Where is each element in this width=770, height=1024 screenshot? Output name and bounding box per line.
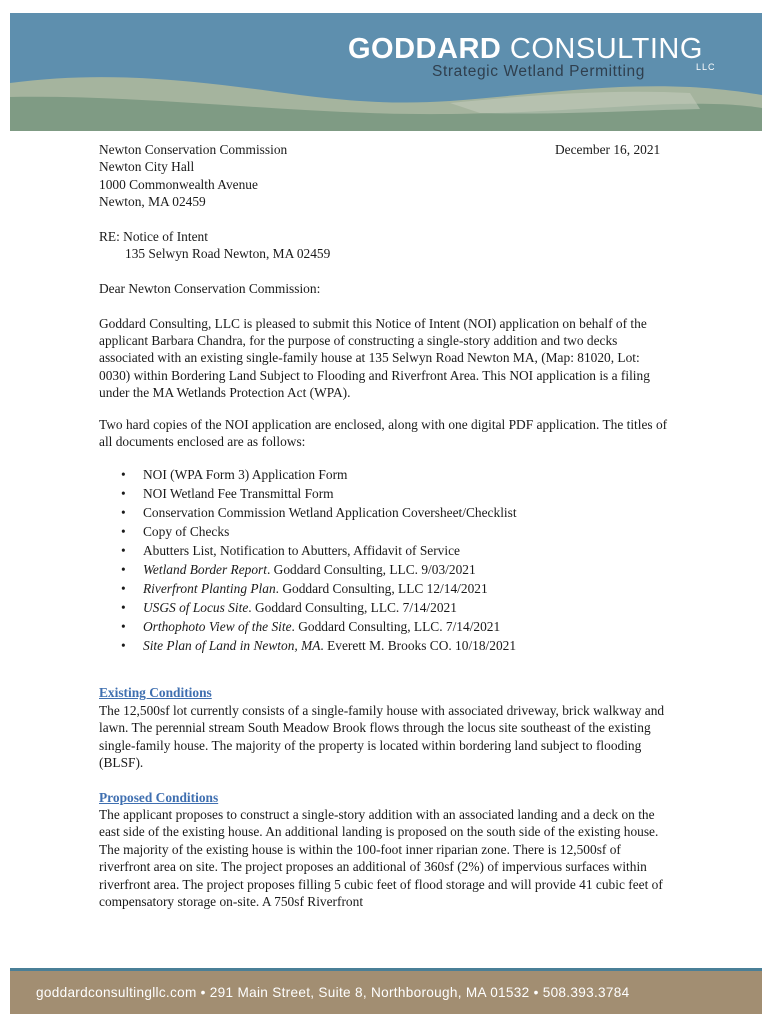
subject-address: 135 Selwyn Road Newton, MA 02459 — [125, 246, 331, 262]
address-line: Newton, MA 02459 — [99, 194, 206, 210]
letter-body — [99, 141, 674, 910]
address-line: Newton Conservation Commission — [99, 142, 288, 157]
intro-paragraph: Goddard Consulting, LLC is pleased to submit this Notice of Intent (NOI) application on behalf of the applicant Barbara Chandra, for the purpose of constructing a single-story addition and two decks associated with an existing single-family house at 135 Selwyn Road Newton MA, (Map: 81020, Lot: 0030) within Bordering Land Subject to Flooding and Riverfront Area. This NOI application is a filing under the MA Wetlands Protection Act (WPA). — [99, 315, 650, 401]
document-detail: . Everett M. Brooks CO. 10/18/2021 — [320, 638, 517, 654]
list-item — [99, 522, 674, 541]
document-title: Wetland Border Report — [143, 562, 267, 578]
landscape-graphic — [10, 13, 762, 131]
letterhead-banner — [10, 13, 762, 131]
existing-conditions-heading: Existing Conditions — [99, 685, 212, 701]
document-title: Site Plan of Land in Newton, MA — [143, 638, 321, 654]
company-name-bold: GODDARD — [348, 33, 502, 65]
address-line: 1000 Commonwealth Avenue — [99, 176, 258, 192]
footer-band — [10, 968, 762, 1014]
list-item — [99, 598, 674, 617]
subject-label: RE: Notice of Intent — [99, 229, 208, 245]
document-detail: NOI (WPA Form 3) Application Form — [143, 467, 348, 483]
proposed-conditions-heading: Proposed Conditions — [99, 789, 219, 805]
company-name — [348, 33, 703, 66]
subject-block — [99, 228, 674, 263]
document-title: Riverfront Planting Plan — [143, 581, 276, 597]
list-item — [99, 617, 674, 636]
company-suffix: LLC — [696, 62, 716, 72]
document-detail: . Goddard Consulting, LLC. 9/03/2021 — [266, 562, 476, 578]
list-item — [99, 541, 674, 560]
enclosed-documents-list — [99, 465, 674, 655]
document-title: Orthophoto View of the Site — [143, 619, 292, 635]
document-detail: Conservation Commission Wetland Application Coversheet/Checklist — [143, 505, 517, 521]
document-detail: . Goddard Consulting, LLC. 7/14/2021 — [291, 619, 501, 635]
footer-accent-strip — [10, 968, 762, 971]
document-detail: . Goddard Consulting, LLC. 7/14/2021 — [248, 600, 457, 616]
recipient-address — [99, 141, 674, 211]
copies-paragraph: Two hard copies of the NOI application are enclosed, along with one digital PDF application. The titles of all documents enclosed are as follows: — [99, 416, 668, 450]
document-title: USGS of Locus Site — [143, 600, 249, 616]
letter-date: December 16, 2021 — [555, 142, 661, 157]
document-detail: Abutters List, Notification to Abutters, Affidavit of Service — [143, 543, 460, 559]
salutation: Dear Newton Conservation Commission: — [99, 281, 321, 297]
document-detail: Copy of Checks — [143, 524, 230, 540]
list-item — [99, 465, 674, 484]
company-tagline: Strategic Wetland Permitting — [432, 63, 645, 80]
list-item — [99, 503, 674, 522]
proposed-conditions-text: The applicant proposes to construct a single-story addition with an associated landing and a deck on the east side of the existing house. An additional landing is proposed on the south side of the existing house. The majority of the existing house is within the 100-foot inner riparian zone. There is 12,500sf of riverfront area on site. The project proposes an additional of 360sf (2%) of impervious surfaces within riverfront area. The project proposes filling 5 cubic feet of flood storage and will provide 41 cubic feet of compensatory storage on-site. A 750sf Riverfront — [99, 806, 663, 909]
list-item — [99, 484, 674, 503]
company-name-rest: CONSULTING — [509, 33, 703, 65]
list-item — [99, 560, 674, 579]
footer-contact: goddardconsultingllc.com • 291 Main Street, Suite 8, Northborough, MA 01532 • 508.393.3784 — [36, 985, 630, 1000]
list-item — [99, 636, 674, 655]
document-detail: . Goddard Consulting, LLC 12/14/2021 — [275, 581, 488, 597]
address-line: Newton City Hall — [99, 159, 195, 175]
list-item — [99, 579, 674, 598]
document-detail: NOI Wetland Fee Transmittal Form — [143, 486, 334, 502]
existing-conditions-text: The 12,500sf lot currently consists of a single-family house with associated driveway, brick walkway and lawn. The perennial stream South Meadow Brook flows through the locus site southeast of the existing single-family house. The majority of the property is located within bordering land subject to flooding (BLSF). — [99, 702, 665, 771]
